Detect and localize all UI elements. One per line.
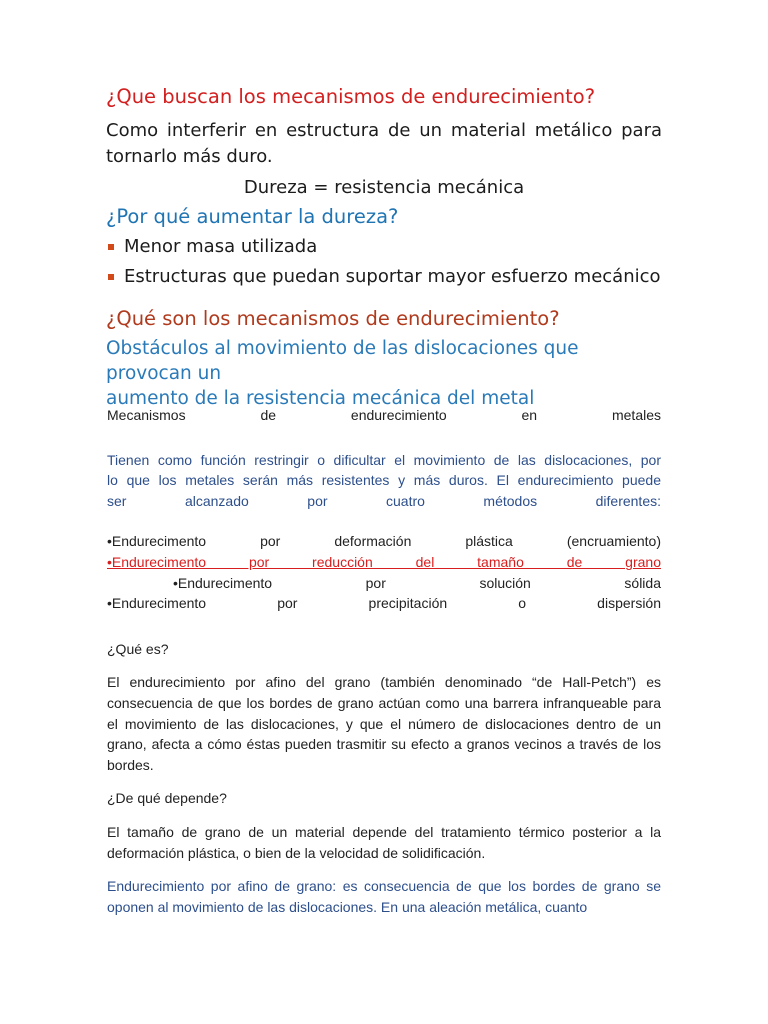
square-bullet-icon [108,244,114,250]
question-what-is: ¿Qué es? [107,640,169,657]
paragraph-grain-size: El tamaño de grano de un material depende del tratamiento térmico posterior a la deformación plástica, o bien de la velocidad de solidificación. [107,823,661,861]
method-item: •Endurecimento por deformación plástica (encruamiento) [107,533,661,550]
slide-bullet-1: Menor masa utilizada [106,232,662,262]
intro-line-1: Tienen como función restringir o dificultar el movimiento de las dislocaciones, por [107,451,661,468]
method-item: •Endurecimento por solución sólida [173,574,661,591]
slide-formula: Dureza = resistencia mecánica [243,177,525,198]
method-item-highlighted: •Endurecimento por reducción del tamaño de grano [107,553,661,570]
square-bullet-icon [108,274,114,280]
paragraph-hall-petch: El endurecimiento por afino del grano (también denominado “de Hall-Petch”) es consecuencia de que los bordes de grano actúan como una barrera infranqueable para el movimiento de las dislocaciones, y que el número de dislocaciones dentro de un grano, afecta a cómo éstas pueden trasmitir su efecto a granos vecinos a través de los bordes. [107,674,661,773]
doc-heading: Mecanismos de endurecimiento en metales [107,407,661,423]
slide-text-line-2: tornarlo más duro. [106,146,273,167]
intro-line-3: ser alcanzado por cuatro métodos diferentes: [107,492,661,509]
slide-title-mechanisms: ¿Qué son los mecanismos de endurecimiento? [106,307,560,330]
intro-line-2: lo que los metales serán más resistentes y más duros. El endurecimiento puede [107,472,661,489]
slide-subtitle-line-2: aumento de la resistencia mecánica del metal [106,388,535,409]
slide-image-mechanisms [106,306,662,411]
slide-image-hardening-goals [106,84,662,292]
slide-title-why: ¿Por qué aumentar la dureza? [106,205,399,228]
slide-subtitle-line-1: Obstáculos al movimiento de las dislocaciones que provocan un [106,338,579,384]
slide-title-goals: ¿Que buscan los mecanismos de endurecimiento? [106,85,596,108]
method-item: •Endurecimento por precipitación o dispersión [107,595,661,612]
slide-text-line-1: Como interferir en estructura de un material metálico para [106,120,662,141]
document-body [107,405,661,917]
paragraph-grain-refinement: Endurecimiento por afino de grano: es consecuencia de que los bordes de grano se oponen al movimiento de las dislocaciones. En una aleación metálica, cuanto [107,878,661,915]
question-depends: ¿De qué depende? [107,790,227,807]
slide-bullet-2: Estructuras que puedan suportar mayor esfuerzo mecánico [106,262,662,292]
